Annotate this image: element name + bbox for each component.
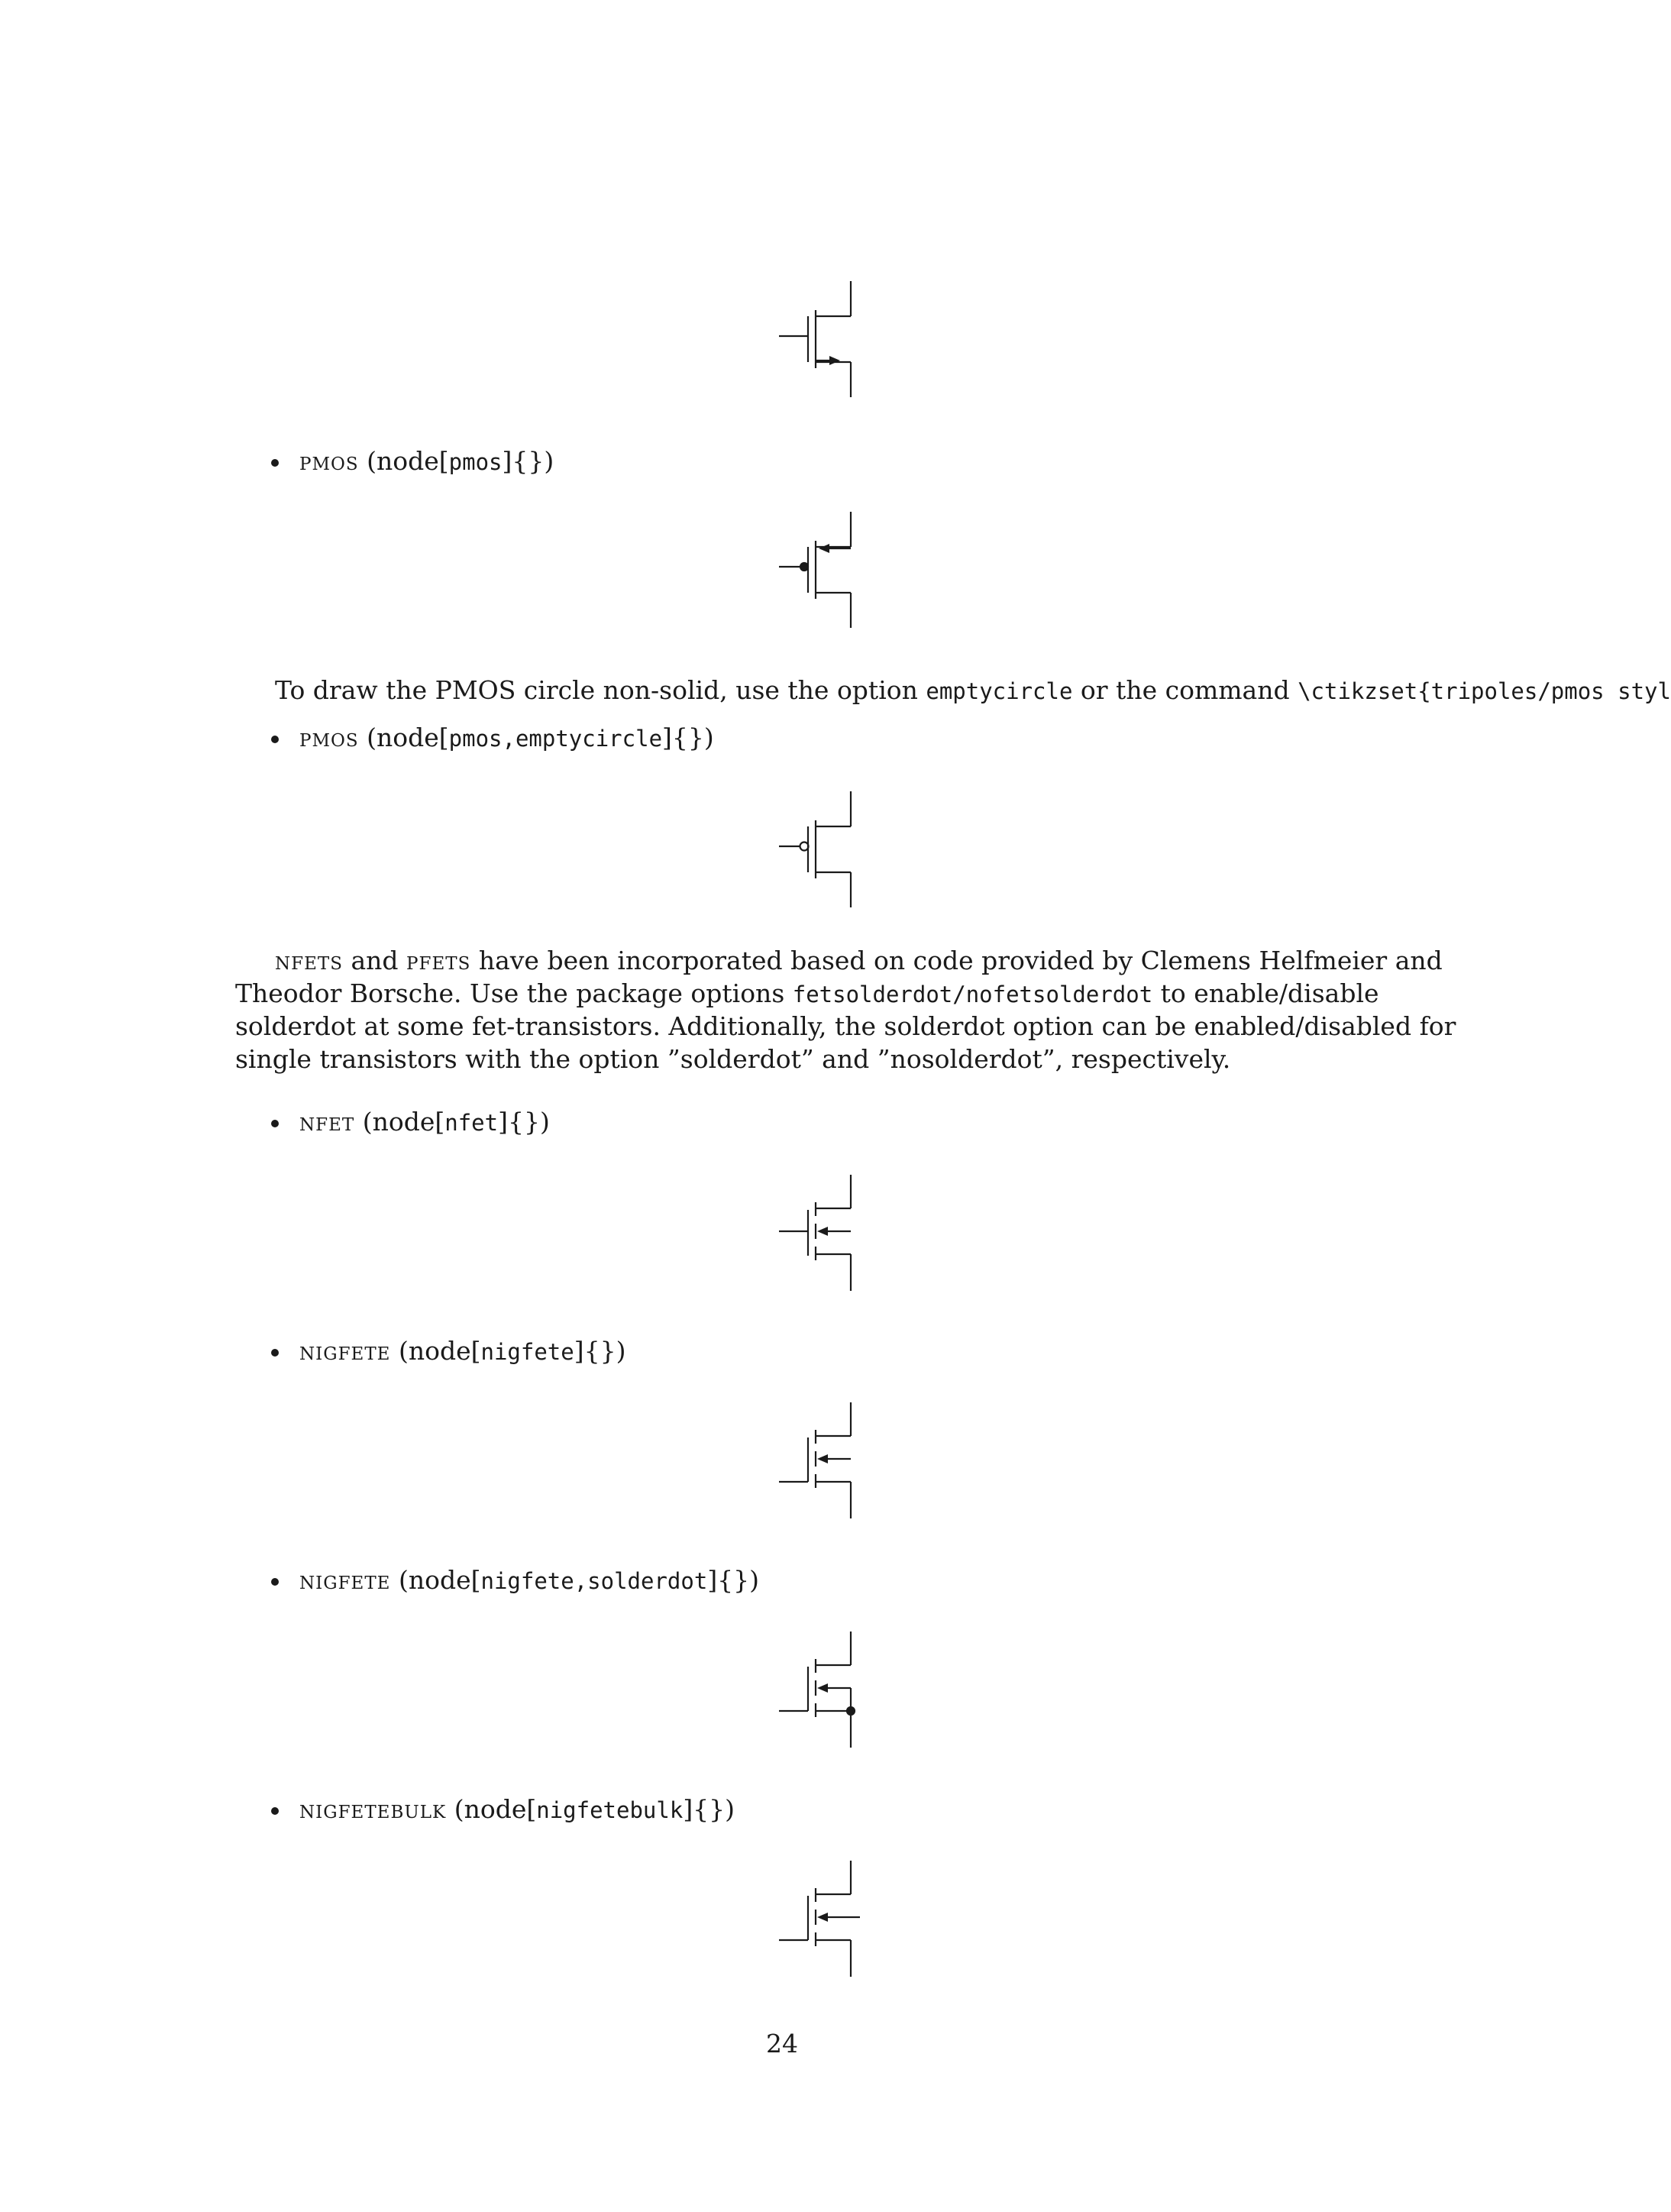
node-args: nigfete,solderdot [480, 1568, 708, 1594]
list-bullet [271, 1578, 279, 1586]
nigfete-figure [771, 1399, 863, 1522]
list-bullet [271, 736, 279, 743]
list-item [299, 1336, 625, 1367]
list-bullet [271, 1349, 279, 1357]
nigfete-solderdot-figure [771, 1628, 863, 1751]
node-open: (node[ [398, 1565, 481, 1595]
list-bullet [271, 459, 279, 467]
node-args: nfet [444, 1110, 499, 1136]
node-args: pmos [448, 449, 503, 475]
para-option: fetsolderdot/nofetsolderdot [792, 981, 1153, 1007]
list-item [299, 723, 714, 754]
component-name: nigfete [299, 1565, 391, 1595]
para-text: and [342, 946, 407, 975]
component-name: nigfetebulk [299, 1794, 447, 1824]
component-name: pmos [299, 723, 359, 752]
paragraph-line-3: solderdot at some fet-transistors. Additionally, the solderdot option can be enabled/disabled for [235, 1011, 1456, 1041]
note-text-2: or the command [1072, 675, 1298, 705]
node-close: ]{}) [683, 1794, 735, 1824]
nigfetebulk-figure [771, 1858, 863, 1980]
node-open: (node[ [367, 723, 449, 752]
note-option: emptycircle [926, 678, 1073, 704]
paragraph-line-2 [235, 978, 1379, 1010]
node-args: nigfete [480, 1339, 574, 1365]
component-name: nigfete [299, 1336, 391, 1366]
paragraph-line-4: single transistors with the option ”solderdot” and ”nosolderdot”, respectively. [235, 1044, 1231, 1074]
node-open: (node[ [398, 1336, 481, 1366]
pmos-emptycircle-figure [771, 788, 863, 910]
node-close: ]{}) [502, 446, 554, 476]
node-open: (node[ [454, 1794, 537, 1824]
list-item [299, 446, 554, 477]
pfets-term: pfets [406, 946, 471, 975]
paragraph-line-1 [275, 946, 1443, 976]
note-text: To draw the PMOS circle non-solid, use the option [275, 675, 926, 705]
list-bullet [271, 1120, 279, 1127]
para-text: have been incorporated based on code provided by Clemens Helfmeier and [470, 946, 1443, 975]
node-close: ]{}) [662, 723, 714, 752]
note-command: \ctikzset{tripoles/pmos styl [1298, 678, 1671, 704]
list-bullet [271, 1807, 279, 1815]
node-close: ]{}) [498, 1107, 550, 1137]
component-name: pmos [299, 446, 359, 476]
node-open: (node[ [367, 446, 449, 476]
node-args: pmos,emptycircle [448, 726, 663, 752]
list-item [299, 1107, 550, 1138]
node-args: nigfetebulk [536, 1797, 684, 1823]
nfets-term: nfets [275, 946, 343, 975]
pmos-figure [771, 509, 863, 631]
component-name: nfet [299, 1107, 355, 1137]
list-item [299, 1565, 759, 1596]
nfet-figure [771, 1172, 863, 1294]
node-open: (node[ [362, 1107, 445, 1137]
transistor-figure-top [771, 281, 863, 403]
list-item [299, 1794, 735, 1826]
para-text: Theodor Borsche. Use the package options [235, 978, 793, 1008]
page-number: 24 [766, 2029, 798, 2058]
node-close: ]{}) [574, 1336, 626, 1366]
pmos-note [275, 675, 1671, 707]
node-close: ]{}) [707, 1565, 760, 1595]
para-text: to enable/disable [1152, 978, 1379, 1008]
